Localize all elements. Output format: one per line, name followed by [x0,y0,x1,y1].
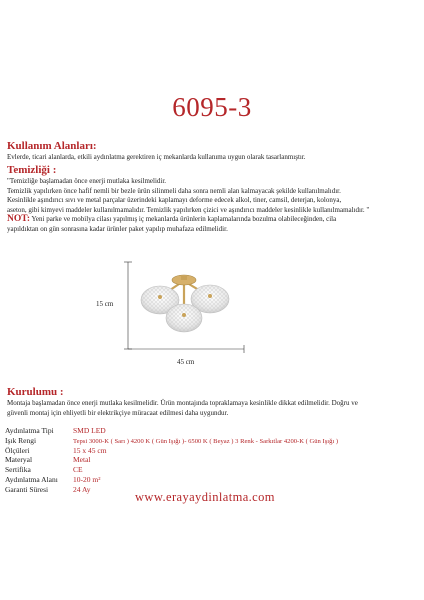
spec-key: Ölçüleri [5,445,30,455]
spec-row [5,465,338,475]
installation-line: Montaja başlamadan önce enerji mutlaka kesilmelidir. Ürün montajında topraklamaya kesinlikle dikkat edilmelidir. Doğru ve [7,399,358,407]
spec-row [5,426,338,436]
website-link[interactable]: www.erayaydinlatma.com [135,490,275,504]
spec-row [5,446,338,456]
spec-key: Sertifika [5,465,31,475]
spec-row [5,455,338,465]
spec-key: Aydınlatma Alanı [5,474,58,484]
width-dimension [128,345,244,353]
spec-key: Materyal [5,455,33,465]
spec-value: Tepsi 3000-K ( Sarı ) 4200 K ( Gün Işığı )- 6500 K ( Beyaz ) 3 Renk - Sarkıtlar 4200-K ( Gün Işığı ) [73,437,339,445]
spec-value: Metal [73,455,91,465]
installation-heading: Kurulumu : [7,386,64,398]
note-line: Yeni parke ve mobilya cilası yapılmış iç mekanlarda ürünlerin kaplamalarında bozulma olabileceğinden, cila [31,215,337,223]
spec-key: Işık Rengi [5,435,37,445]
spec-value: SMD LED [73,426,106,435]
spec-value: 24 Ay [73,484,91,494]
usage-heading: Kullanım Alanları: [7,140,97,152]
height-label: 15 cm [96,300,114,308]
spec-value: CE [73,465,83,475]
cleaning-line: Temizlik yapılırken önce hafif nemli bir bezle ürün silinmeli daha sonra nemli alan kalmayacak şekilde kullanılmalıdır. [7,186,341,195]
cleaning-line: aseton, gibi kimyevi maddeler kullanılmamalıdır. Temizlik yapılırken çizici ve aşındırıcı maddeler kesinlikle kullanılmamalıdır. " [7,205,370,214]
spec-row [5,436,338,446]
spec-value: 10-20 m² [73,474,101,484]
cleaning-line: Kesinlikle aşındırıcı sıvı ve metal parçalar üzerindeki kaplamayı deforme edecek alkol, tiner, camsil, deterjan, kolonya, [7,196,342,204]
height-dimension [124,262,132,349]
cleaning-line: "Temizliğe başlamadan önce enerji mutlaka kesilmelidir. [7,177,167,185]
note-line: yapıldıktan on gün sonrasına kadar ürünler paket yapılıp muhafaza edilmelidir. [7,224,228,233]
width-label: 45 cm [177,358,195,366]
spec-table [5,426,338,495]
model-number: 6095-3 [172,92,252,122]
spec-value: 15 x 45 cm [73,445,107,455]
chandelier-image [141,275,229,332]
spec-row [5,475,338,485]
cleaning-heading: Temizliği : [7,164,57,176]
installation-text [7,399,422,418]
installation-line: güvenli montaj için ehliyetli bir elektrikçiye müracaat edilmesi daha uygundur. [7,408,229,417]
note-label: NOT: [7,214,31,224]
spec-key: Aydınlatma Tipi [5,426,54,435]
spec-key: Garanti Süresi [5,484,49,494]
usage-line: Evlerde, ticari alanlarda, etkili aydınlatma gerektiren iç mekanlarda kullanıma uygun olarak tasarlanmıştır. [7,153,306,161]
